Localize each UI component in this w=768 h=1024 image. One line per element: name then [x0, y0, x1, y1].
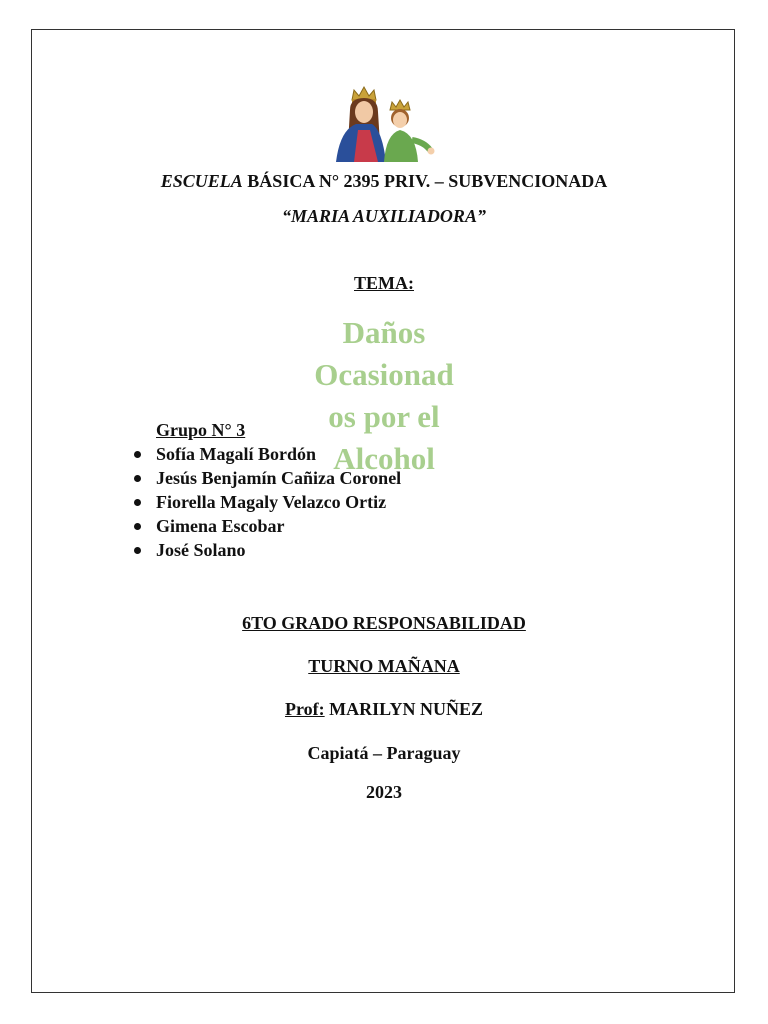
school-name-rest: BÁSICA N° 2395 PRIV. – SUBVENCIONADA: [247, 171, 608, 191]
group-heading: Grupo N° 3: [156, 420, 246, 440]
year-label: 2023: [366, 782, 402, 802]
virgin-and-child-icon: [332, 84, 436, 162]
school-motto: “MARIA AUXILIADORA”: [282, 206, 486, 226]
bullet-icon: [134, 475, 141, 482]
topic-title: [284, 312, 484, 480]
bullet-icon: [134, 547, 141, 554]
shift-label: TURNO MAÑANA: [308, 656, 460, 676]
teacher-label: Prof:: [284, 699, 325, 719]
list-item: [132, 538, 401, 562]
school-name-prefix: ESCUELA: [160, 171, 243, 191]
list-item: [132, 490, 401, 514]
list-item: [132, 514, 401, 538]
topic-label: TEMA:: [354, 273, 414, 293]
member-name: Gimena Escobar: [156, 516, 285, 536]
bullet-icon: [134, 451, 141, 458]
place-label: Capiatá – Paraguay: [307, 743, 461, 763]
member-name: Jesús Benjamín Cañiza Coronel: [156, 468, 402, 488]
teacher-line: [0, 699, 768, 720]
topic-title-line: os por el: [328, 399, 440, 434]
topic-title-line: Alcohol: [333, 441, 435, 476]
topic-title-line: Daños: [342, 315, 426, 350]
grade-label: 6TO GRADO RESPONSABILIDAD: [242, 613, 526, 633]
bullet-icon: [134, 523, 141, 530]
school-name: [0, 171, 768, 192]
teacher-name: MARILYN NUÑEZ: [329, 699, 483, 719]
member-name: Sofía Magalí Bordón: [156, 444, 317, 464]
topic-title-line: Ocasionad: [314, 357, 454, 392]
bullet-icon: [134, 499, 141, 506]
member-name: Fiorella Magaly Velazco Ortiz: [156, 492, 387, 512]
member-name: José Solano: [156, 540, 246, 560]
